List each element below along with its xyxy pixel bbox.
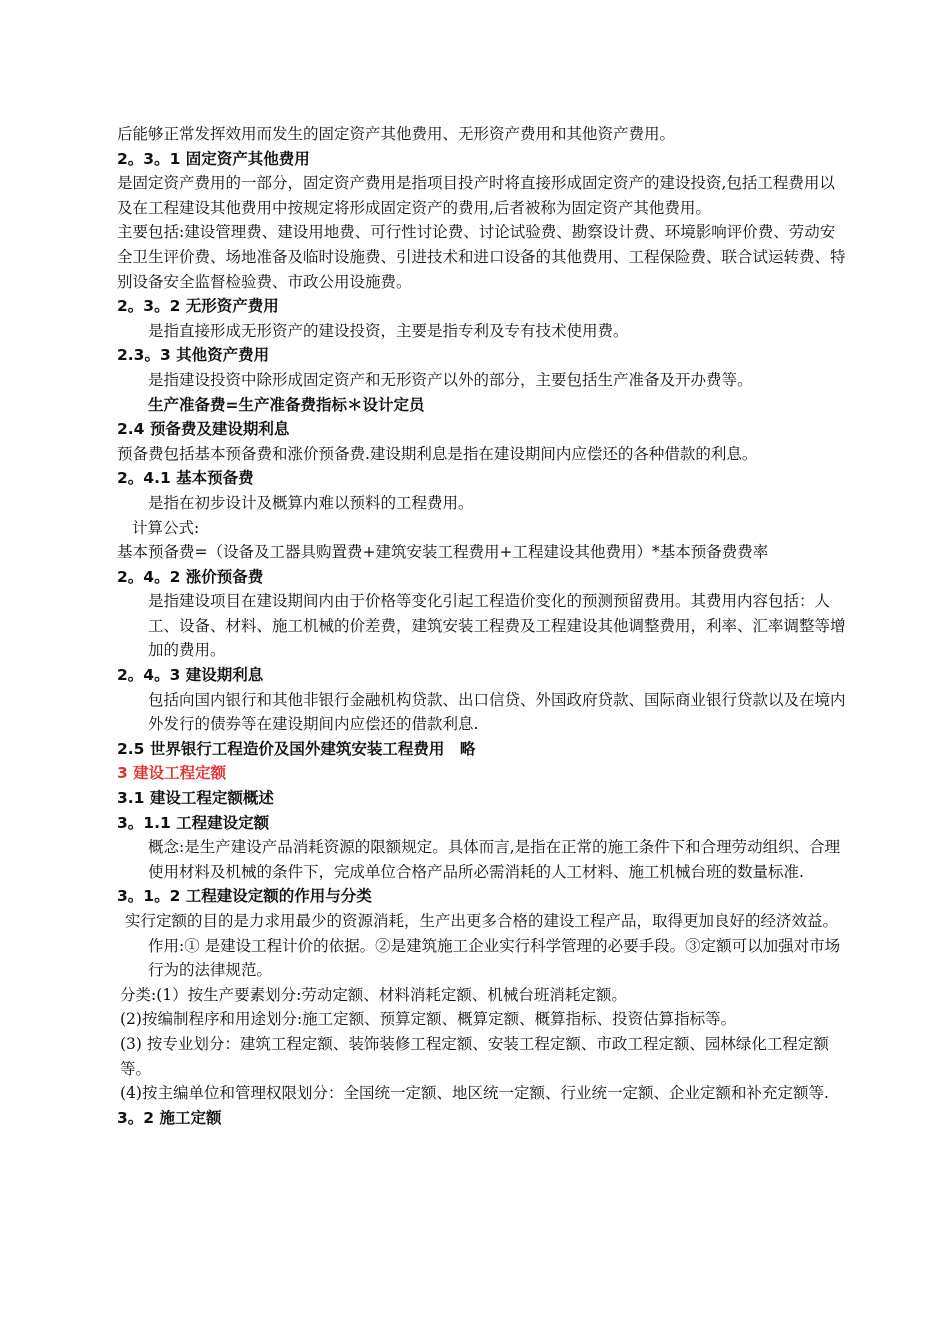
body-paragraph: 包括向国内银行和其他非银行金融机构贷款、出口信贷、外国政府贷款、国际商业银行贷款以及在境内外发行的债券等在建设期间内应偿还的借款利息. [148,690,846,734]
section-heading: 2.5 世界银行工程造价及国外建筑安装工程费用 略 [117,739,476,758]
section-heading: 2。4.1 基本预备费 [117,469,254,488]
body-paragraph: 预备费包括基本预备费和涨价预备费.建设期利息是指在建设期间内应偿还的各种借款的利息。 [117,444,758,463]
section-heading: 3。1.1 工程建设定额 [117,813,270,832]
body-paragraph: 是指建设投资中除形成固定资产和无形资产以外的部分，主要包括生产准备及开办费等。 [148,370,753,389]
body-paragraph: 基本预备费=（设备及工器具购置费+建筑安装工程费用+工程建设其他费用）*基本预备费费率 [117,543,769,562]
document-body [117,122,850,1130]
body-paragraph: 计算公式: [132,518,200,537]
body-paragraph: 概念:是生产建设产品消耗资源的限额规定。具体而言,是指在正常的施工条件下和合理劳动组织、合理使用材料及机械的条件下，完成单位合格产品所必需消耗的人工材料、施工机械台班的数量标准. [148,838,841,881]
body-paragraph: 后能够正常发挥效用而发生的固定资产其他费用、无形资产费用和其他资产费用。 [117,125,676,143]
body-paragraph: 主要包括:建设管理费、建设用地费、可行性讨论费、讨论试验费、勘察设计费、环境影响评价费、劳动安全卫生评价费、场地准备及临时设施费、引进技术和进口设备的其他费用、工程保险费、联合试运转费、特别设备安全监督检验费、市政公用设施费。 [117,223,846,291]
body-paragraph: 是指在初步设计及概算内难以预料的工程费用。 [148,493,474,512]
body-paragraph: 是固定资产费用的一部分，固定资产费用是指项目投产时将直接形成固定资产的建设投资,包括工程费用以及在工程建设其他费用中按规定将形成固定资产的费用,后者被称为固定资产其他费用。 [117,174,835,217]
body-paragraph: 分类:(1）按生产要素划分:劳动定额、材料消耗定额、机械台班消耗定额。 [120,985,627,1004]
body-paragraph: (4)按主编单位和管理权限划分：全国统一定额、地区统一定额、行业统一定额、企业定额和补充定额等. [120,1084,829,1103]
body-paragraph: 实行定额的目的是力求用最少的资源消耗，生产出更多合格的建设工程产品，取得更加良好的经济效益。 [125,912,839,930]
section-heading: 2。3。2 无形资产费用 [117,297,279,316]
body-paragraph: 作用:① 是建设工程计价的依据。②是建筑施工企业实行科学管理的必要手段。③定额可以加强对市场行为的法律规范。 [148,936,841,980]
section-heading: 3。1。2 工程建设定额的作用与分类 [117,887,372,906]
body-paragraph: (3) 按专业划分：建筑工程定额、装饰装修工程定额、安装工程定额、市政工程定额、园林绿化工程定额等。 [120,1034,829,1078]
section-heading: 3 建设工程定额 [117,764,227,783]
section-heading: 2.3。3 其他资产费用 [117,346,270,365]
body-paragraph: 是指建设项目在建设期间内由于价格等变化引起工程造价变化的预测预留费用。其费用内容包括：人工、设备、材料、施工机械的价差费，建筑安装工程费及工程建设其他调整费用，利率、汇率调整等增加的费用。 [148,592,846,660]
section-heading: 2.4 预备费及建设期利息 [117,420,290,439]
body-paragraph: 是指直接形成无形资产的建设投资，主要是指专利及专有技术使用费。 [148,321,629,340]
section-heading: 生产准备费=生产准备费指标＊设计定员 [148,395,425,414]
section-heading: 3。2 施工定额 [117,1108,222,1127]
section-heading: 2。3。1 固定资产其他费用 [117,149,310,168]
section-heading: 3.1 建设工程定额概述 [117,789,274,808]
body-paragraph: (2)按编制程序和用途划分:施工定额、预算定额、概算定额、概算指标、投资估算指标等。 [120,1010,737,1029]
section-heading: 2。4。3 建设期利息 [117,666,264,685]
section-heading: 2。4。2 涨价预备费 [117,567,264,586]
